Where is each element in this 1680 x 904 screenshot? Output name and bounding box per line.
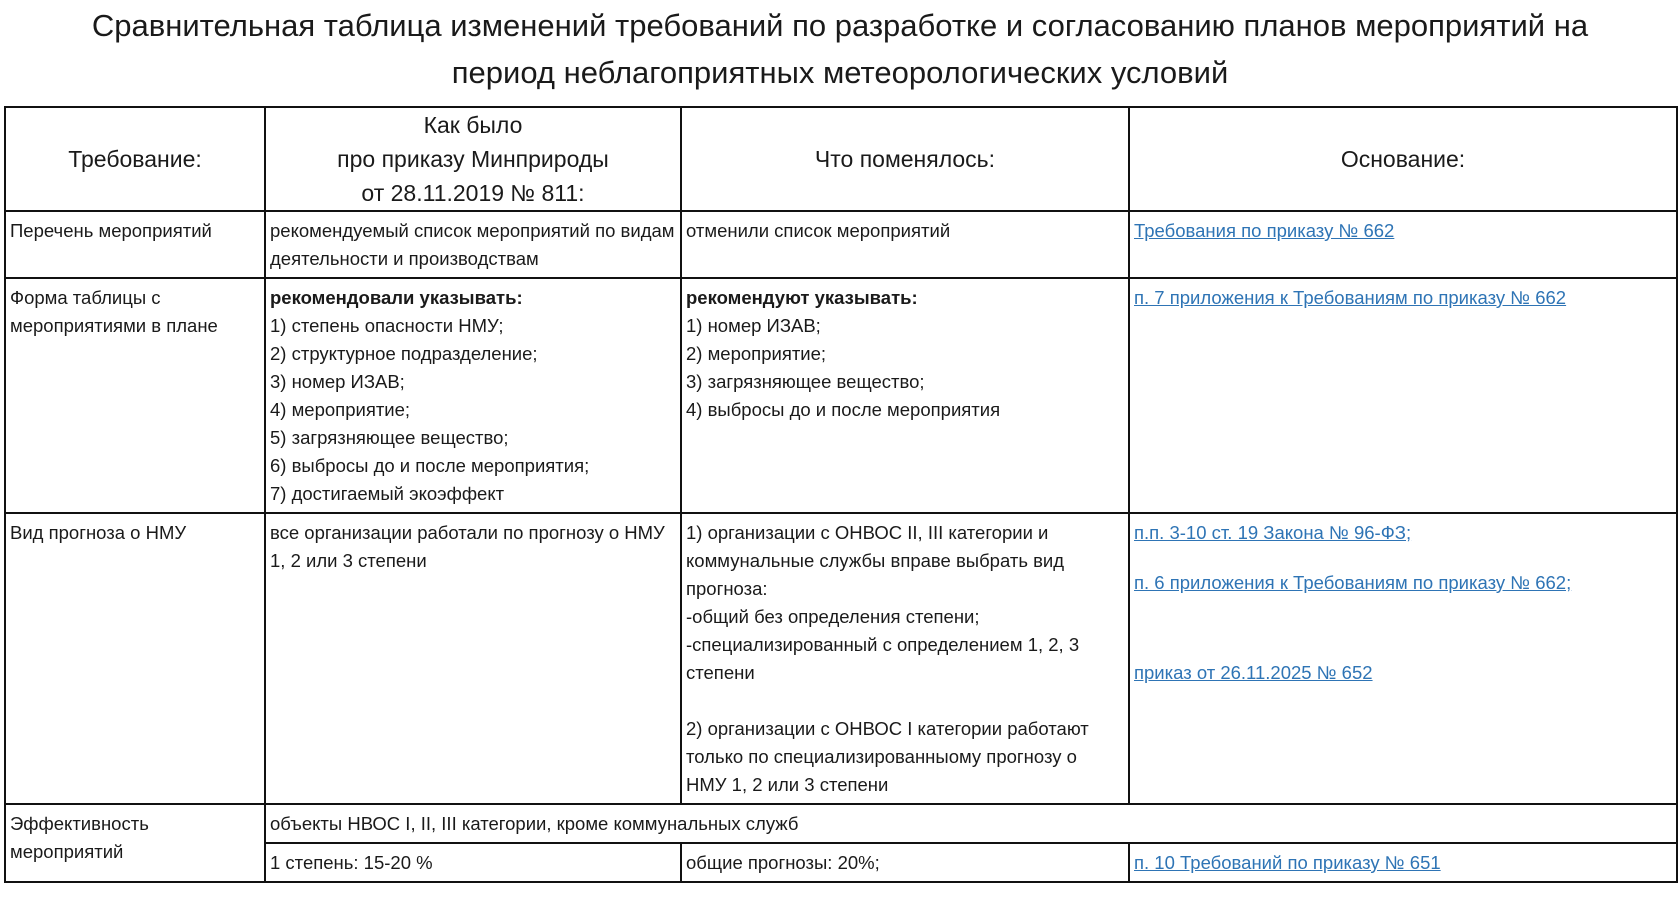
header-before xyxy=(265,107,681,211)
cell-changed xyxy=(681,278,1129,513)
cell-requirement: Форма таблицы с мероприятиями в плане xyxy=(5,278,265,513)
cell-changed xyxy=(681,513,1129,804)
list-item: 1) номер ИЗАВ; xyxy=(686,315,821,336)
cell-before xyxy=(265,278,681,513)
list-item: 3) номер ИЗАВ; xyxy=(270,371,405,392)
cell-requirement: Эффективность мероприятий xyxy=(5,804,265,882)
list-item: 7) достигаемый экоэффект xyxy=(270,483,505,504)
header-before-line-1: Как было xyxy=(423,112,523,138)
list-item: 2) структурное подразделение; xyxy=(270,343,538,364)
list-item: 1) степень опасности НМУ; xyxy=(270,315,504,336)
cell-span-note: объекты НВОС I, II, III категории, кроме коммунальных служб xyxy=(265,804,1677,843)
changed-text-line: -специализированный с определением 1, 2, 3 xyxy=(686,634,1080,655)
changed-list-heading: рекомендуют указывать: xyxy=(686,287,918,308)
table-header-row xyxy=(5,107,1677,211)
comparison-table xyxy=(4,106,1678,883)
list-item: 3) загрязняющее вещество; xyxy=(686,371,925,392)
list-item: 6) выбросы до и после мероприятия; xyxy=(270,455,590,476)
basis-link[interactable]: п. 6 приложения к Требованиям по приказу № 662; xyxy=(1134,572,1572,593)
list-item: 2) мероприятие; xyxy=(686,343,827,364)
table-row xyxy=(5,804,1677,843)
basis-link[interactable]: Требования по приказу № 662 xyxy=(1134,220,1395,241)
changed-text-line: -общий без определения степени; xyxy=(686,606,980,627)
cell-changed: отменили список мероприятий xyxy=(681,211,1129,278)
cell-basis xyxy=(1129,843,1677,882)
list-item: 4) выбросы до и после мероприятия xyxy=(686,399,1001,420)
header-before-line-2: про приказу Минприроды xyxy=(337,146,609,172)
changed-text-line: 2) организации с ОНВОС I категории работают xyxy=(686,718,1089,739)
cell-basis xyxy=(1129,278,1677,513)
table-row xyxy=(5,513,1677,804)
basis-link[interactable]: п. 7 приложения к Требованиям по приказу № 662 xyxy=(1134,287,1567,308)
changed-text-line: прогноза: xyxy=(686,578,768,599)
page-title-line-2: период неблагоприятных метеорологических условий xyxy=(451,55,1229,90)
header-changed: Что поменялось: xyxy=(681,107,1129,211)
header-basis: Основание: xyxy=(1129,107,1677,211)
changed-text-line: коммунальные службы вправе выбрать вид xyxy=(686,550,1065,571)
cell-requirement: Перечень мероприятий xyxy=(5,211,265,278)
page-title xyxy=(0,0,1680,103)
header-requirement: Требование: xyxy=(5,107,265,211)
list-item: 5) загрязняющее вещество; xyxy=(270,427,509,448)
changed-text-line: степени xyxy=(686,662,755,683)
spacer xyxy=(1134,547,1672,569)
table-row xyxy=(5,211,1677,278)
spacer xyxy=(686,687,1124,715)
cell-basis xyxy=(1129,211,1677,278)
changed-text-line: 1) организации с ОНВОС II, III категории и xyxy=(686,522,1049,543)
basis-link[interactable]: приказ от 26.11.2025 № 652 xyxy=(1134,662,1373,683)
basis-link[interactable]: п.п. 3-10 ст. 19 Закона № 96-ФЗ; xyxy=(1134,522,1412,543)
header-before-line-3: от 28.11.2019 № 811: xyxy=(361,180,585,206)
list-item: 4) мероприятие; xyxy=(270,399,411,420)
changed-text-line: только по специализированныому прогнозу о xyxy=(686,746,1077,767)
cell-before: 1 степень: 15-20 % xyxy=(265,843,681,882)
page-title-line-1: Сравнительная таблица изменений требований по разработке и согласованию планов мероприятий на xyxy=(91,8,1589,43)
cell-basis xyxy=(1129,513,1677,804)
cell-requirement: Вид прогноза о НМУ xyxy=(5,513,265,804)
basis-link[interactable]: п. 10 Требований по приказу № 651 xyxy=(1134,852,1441,873)
spacer xyxy=(1134,597,1672,659)
changed-text-line: НМУ 1, 2 или 3 степени xyxy=(686,774,889,795)
before-list-heading: рекомендовали указывать: xyxy=(270,287,523,308)
cell-before: все организации работали по прогнозу о НМУ 1, 2 или 3 степени xyxy=(265,513,681,804)
table-row xyxy=(5,278,1677,513)
cell-changed: общие прогнозы: 20%; xyxy=(681,843,1129,882)
cell-before: рекомендуемый список мероприятий по видам деятельности и производствам xyxy=(265,211,681,278)
